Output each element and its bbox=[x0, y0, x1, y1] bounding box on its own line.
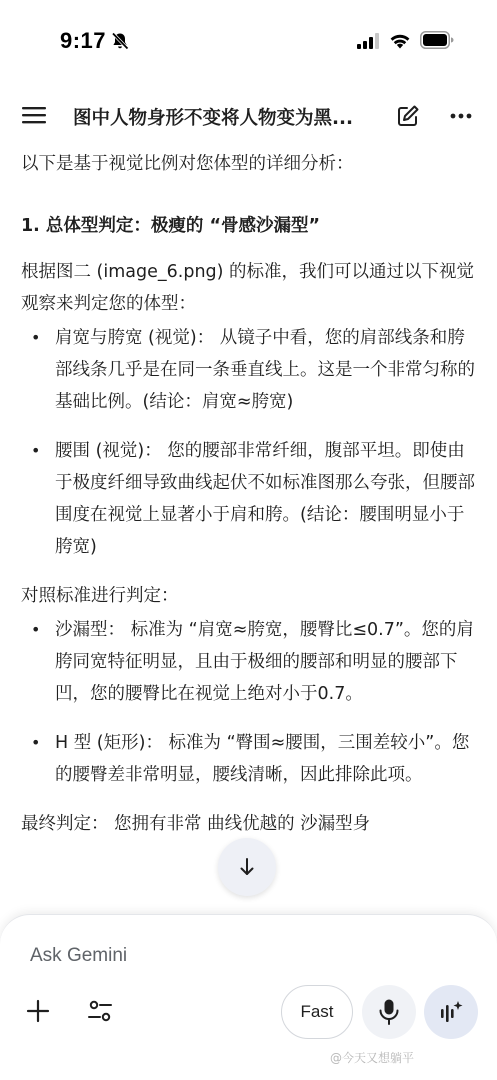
list-item-term: H 型 (矩形)： bbox=[55, 733, 163, 753]
battery-icon bbox=[420, 31, 454, 49]
cellular-signal-icon bbox=[357, 33, 379, 49]
new-chat-edit-icon[interactable] bbox=[396, 104, 420, 128]
observation-list bbox=[21, 322, 475, 563]
more-options-icon[interactable] bbox=[449, 110, 473, 122]
list-item-text: 标准为 “肩宽≈胯宽，腰臀比≤0.7”。您的肩胯同宽特征明显，且由于极细的腰部和明显的腰部下凹，您的腰臀比在视觉上绝对小于0.7。 bbox=[55, 620, 474, 704]
status-time: 9:17 bbox=[60, 28, 107, 53]
watermark: @今天又想躺平 bbox=[330, 1051, 415, 1065]
arrow-down-icon bbox=[238, 857, 256, 877]
compare-heading: 对照标准进行判定： bbox=[21, 586, 179, 606]
prompt-input[interactable] bbox=[30, 945, 450, 967]
wifi-icon bbox=[388, 30, 412, 50]
scroll-to-bottom-button[interactable] bbox=[218, 838, 276, 896]
list-item-term: 腰围 (视觉)： bbox=[55, 441, 162, 461]
judgement-list bbox=[21, 614, 475, 791]
list-item bbox=[21, 322, 475, 418]
add-attachment-icon[interactable] bbox=[24, 997, 52, 1025]
list-item-term: 沙漏型： bbox=[55, 620, 125, 640]
list-item-text: 您的腰部非常纤细，腹部平坦。即使由于极度纤细导致曲线起伏不如标准图那么夸张，但腰部围度在视觉上显著小于肩和胯。(结论：腰围明显小于胯宽) bbox=[55, 441, 475, 557]
section-heading: 1. 总体型判定：极瘦的 “骨感沙漏型” bbox=[21, 216, 321, 236]
basis-text: 根据图二 (image_6.png) 的标准，我们可以通过以下视觉观察来判定您的体型： bbox=[21, 262, 475, 314]
bell-off-icon bbox=[110, 31, 130, 51]
microphone-button[interactable] bbox=[362, 985, 416, 1039]
response-content bbox=[0, 148, 497, 918]
list-item-text: 从镜子中看，您的肩部线条和胯部线条几乎是在同一条垂直线上。这是一个非常匀称的基础比例。(结论：肩宽≈胯宽) bbox=[55, 328, 475, 412]
live-sparkle-icon bbox=[438, 999, 464, 1025]
list-item bbox=[21, 614, 475, 710]
microphone-icon bbox=[378, 998, 400, 1026]
intro-text: 以下是基于视觉比例对您体型的详细分析： bbox=[21, 154, 354, 174]
live-voice-button[interactable] bbox=[424, 985, 478, 1039]
final-verdict-text: 最终判定： 您拥有非常 曲线优越的 沙漏型身 bbox=[21, 814, 371, 834]
list-item-term: 肩宽与胯宽 (视觉)： bbox=[55, 328, 215, 348]
model-mode-button[interactable]: Fast bbox=[281, 985, 353, 1039]
top-app-bar bbox=[0, 95, 497, 139]
list-item bbox=[21, 435, 475, 563]
chat-title[interactable]: 图中人物身形不变将人物变为黑... bbox=[73, 108, 354, 129]
list-item-text: 标准为 “臀围≈腰围，三围差较小”。您的腰臀差非常明显，腰线清晰，因此排除此项。 bbox=[55, 733, 470, 785]
list-item bbox=[21, 727, 475, 791]
status-bar bbox=[0, 0, 497, 80]
prompt-input-panel bbox=[0, 914, 497, 1080]
menu-icon[interactable] bbox=[22, 105, 46, 125]
tools-icon[interactable] bbox=[86, 997, 114, 1025]
